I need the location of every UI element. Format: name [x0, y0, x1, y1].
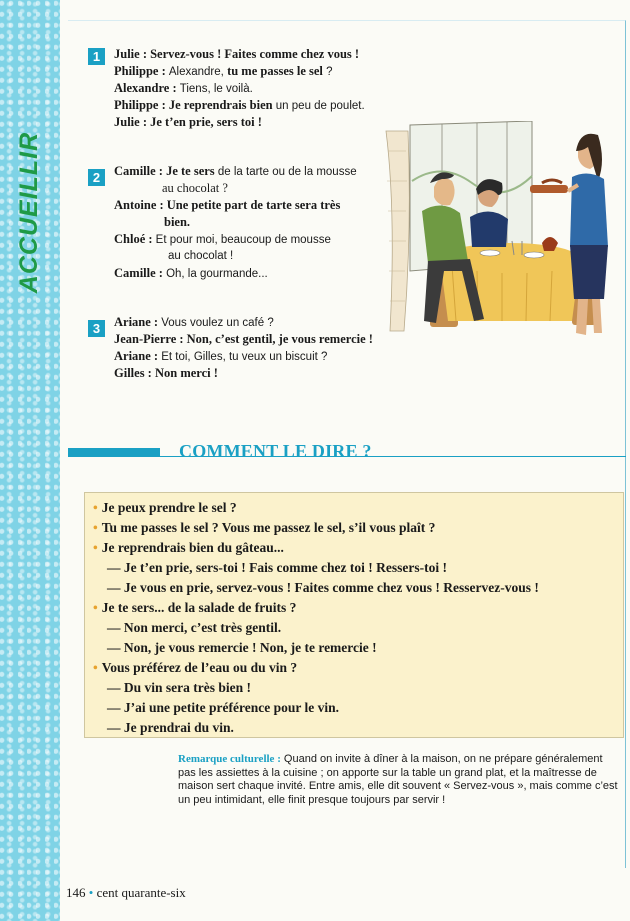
expression-item — [107, 639, 377, 657]
bullet: • — [93, 540, 98, 555]
sidebar-label-box — [2, 122, 58, 302]
expression-text: — Du vin sera très bien ! — [107, 680, 251, 695]
line-after: de la tarte ou de la mousse — [214, 166, 357, 178]
line-text: Et pour moi, beaucoup de mousse — [155, 234, 331, 246]
expression-text: Je te sers... de la salade de fruits ? — [101, 600, 297, 615]
dialogue-line — [114, 365, 218, 382]
dialogue-line — [114, 97, 365, 115]
speaker: Antoine : — [114, 198, 164, 212]
expression-text: Vous préférez de l’eau ou du vin ? — [101, 660, 298, 675]
speaker: Philippe : — [114, 98, 166, 112]
speaker: Philippe : — [114, 64, 166, 78]
expression-item — [107, 619, 281, 637]
page-footer — [66, 885, 186, 901]
line-text: Vous voulez un café ? — [161, 317, 274, 329]
expression-text: — Je prendrai du vin. — [107, 720, 234, 735]
sidebar-label: ACCUEILLIR — [15, 131, 44, 293]
remark-text: Quand on invite à dîner à la maison, on ne prépare généralement pas les assiettes à la cuisine ; on apporte sur la table un grand plat, et la maîtresse de maison sert chaque invité. Entre amis, elle dit souvent « Servez-vous », mais comme c’est un peu intimidant, elle finit presque toujours par servir ! — [178, 753, 618, 806]
expression-text: Je reprendrais bien du gâteau... — [101, 540, 284, 555]
expression-text: Je peux prendre le sel ? — [101, 500, 237, 515]
line-after: un peu de poulet. — [272, 100, 365, 112]
line-text: Oh, la gourmande... — [166, 268, 268, 280]
expression-item — [93, 499, 237, 517]
dialogue-line — [114, 331, 373, 348]
bullet: • — [93, 600, 98, 615]
expression-text: — Je vous en prie, servez-vous ! Faites comme chez vous ! Resservez-vous ! — [107, 580, 539, 595]
line-continuation: au chocolat ! — [168, 250, 234, 262]
section-title: COMMENT LE DIRE ? — [179, 441, 372, 461]
dialogue-line — [114, 114, 262, 131]
speaker: Chloé : — [114, 232, 153, 246]
section-band — [68, 448, 160, 457]
dinner-illustration — [382, 121, 624, 353]
line-bold: Je te sers — [166, 164, 215, 178]
expression-item — [93, 659, 297, 677]
expressions-box — [84, 492, 624, 738]
line-bold: Une petite part de tarte sera très — [166, 198, 341, 212]
line-text: Alexandre, — [168, 66, 228, 78]
line-bold: Non, c’est gentil, je vous remercie ! — [186, 332, 373, 346]
line-bold: Je reprendrais bien — [168, 98, 273, 112]
expression-text: — J’ai une petite préférence pour le vin. — [107, 700, 339, 715]
speaker: Gilles : — [114, 366, 152, 380]
line-bold: tu me passes le sel — [227, 64, 323, 78]
footer-dot: • — [88, 885, 94, 900]
line-text: Servez-vous ! Faites comme chez vous ! — [150, 47, 360, 61]
dialogue-line — [114, 197, 340, 214]
dialogue-line — [114, 46, 359, 63]
speaker: Camille : — [114, 266, 163, 280]
line-after: ? — [322, 66, 333, 78]
dialogue-line — [114, 348, 327, 366]
dialogue-line — [114, 163, 357, 181]
speaker: Jean-Pierre : — [114, 332, 184, 346]
line-bold: Je t’en prie, sers toi ! — [150, 115, 262, 129]
expression-item — [93, 599, 296, 617]
bullet: • — [93, 660, 98, 675]
line-continuation: bien. — [164, 215, 191, 229]
expression-item — [93, 519, 435, 537]
dialogue-number: 2 — [88, 169, 105, 186]
cultural-remark — [178, 753, 618, 807]
expression-item — [107, 699, 339, 717]
expression-text: Tu me passes le sel ? Vous me passez le sel, s’il vous plaît ? — [101, 520, 436, 535]
dialogue-line — [114, 63, 332, 81]
speaker: Julie : — [114, 115, 147, 129]
remark-label: Remarque culturelle : — [178, 753, 281, 765]
dialogue-line — [114, 265, 268, 283]
line-text: Tiens, le voilà. — [179, 83, 253, 95]
expression-text: — Non merci, c’est très gentil. — [107, 620, 282, 635]
speaker: Julie : — [114, 47, 147, 61]
page-words: cent quarante-six — [96, 885, 186, 900]
bullet: • — [93, 500, 98, 515]
bullet: • — [93, 520, 98, 535]
line-text: Et toi, Gilles, tu veux un biscuit ? — [161, 351, 328, 363]
dialogue-line — [114, 314, 274, 332]
expression-item — [107, 679, 251, 697]
dialogue-number: 3 — [88, 320, 105, 337]
speaker: Ariane : — [114, 349, 159, 363]
line-continuation: au chocolat ? — [162, 181, 228, 195]
page-number: 146 — [66, 885, 86, 900]
dialogue-line — [114, 231, 331, 249]
expression-item — [93, 539, 284, 557]
expression-item — [107, 559, 447, 577]
expression-item — [107, 719, 234, 737]
expression-text: — Non, je vous remercie ! Non, je te remercie ! — [107, 640, 377, 655]
line-bold: Non merci ! — [154, 366, 218, 380]
sidebar-band — [0, 0, 60, 921]
dialogue-line — [114, 80, 253, 98]
speaker: Camille : — [114, 164, 163, 178]
speaker: Ariane : — [114, 315, 159, 329]
speaker: Alexandre : — [114, 81, 177, 95]
dialogue-number: 1 — [88, 48, 105, 65]
expression-item — [107, 579, 539, 597]
expression-text: — Je t’en prie, sers-toi ! Fais comme chez toi ! Ressers-toi ! — [107, 560, 448, 575]
